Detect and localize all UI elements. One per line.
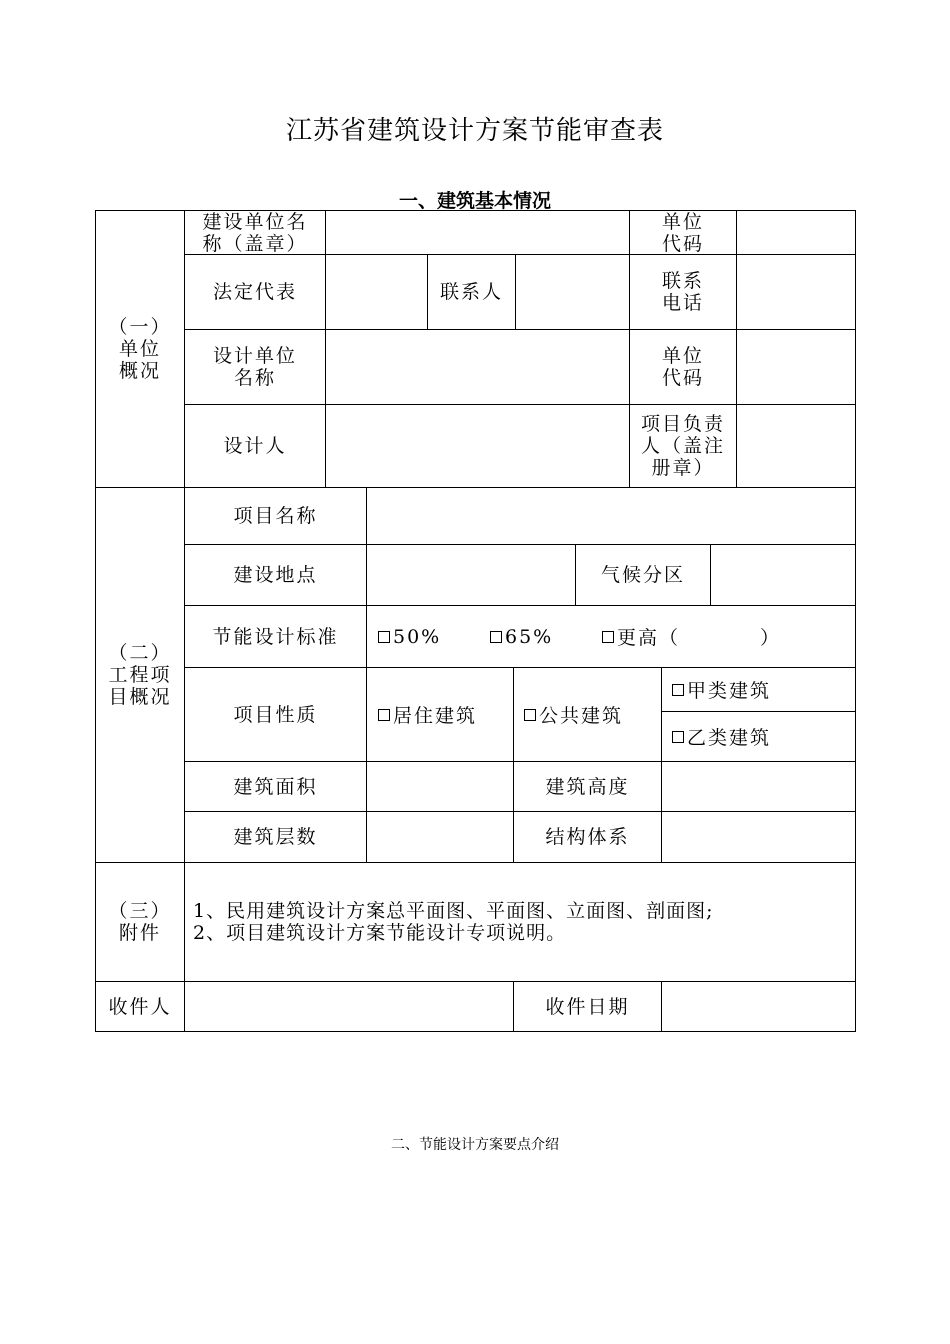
label-project-name: 项目名称 [233,505,318,527]
checkbox-standard-50-label: 50% [393,625,442,648]
label-energy-standard: 节能设计标准 [212,625,339,648]
field-build-unit-name[interactable] [326,211,629,254]
checkbox-class-a-label: 甲类建筑 [687,680,772,702]
group-label-unit-line2: 单位 [118,338,161,360]
label-unit-code-a [630,211,736,254]
label-receiver: 收件人 [108,995,172,1018]
label-legal-rep: 法定代表 [212,281,297,303]
label-building-area: 建筑面积 [233,775,318,798]
section-heading-key-points: 二、节能设计方案要点介绍 [391,1137,559,1153]
checkbox-public-label: 公共建筑 [539,705,624,727]
attachment-item-2: 2、项目建筑设计方案节能设计专项说明。 [193,922,567,944]
field-location[interactable] [367,545,575,605]
group-label-project [96,488,184,862]
checkbox-residential[interactable] [378,668,477,761]
field-building-area[interactable] [367,762,513,811]
label-build-unit-line2: 称（盖章） [202,233,308,255]
checkbox-icon [602,631,614,643]
label-design-unit [185,330,325,404]
label-contact-person: 联系人 [439,281,503,303]
label-project-nature: 项目性质 [233,703,318,726]
label-building-floors: 建筑层数 [233,826,318,848]
label-contact-phone-line1: 联系 [661,270,704,292]
field-contact-phone[interactable] [737,255,855,329]
label-project-manager-line2: 人（盖注 [640,435,725,457]
label-climate-zone: 气候分区 [600,564,685,586]
group-label-unit-line3: 概况 [118,360,161,382]
attachment-item-1: 1、民用建筑设计方案总平面图、平面图、立面图、剖面图; [193,900,714,922]
group-label-project-line1: （二） [108,642,172,664]
checkbox-icon [378,709,390,721]
field-unit-code-b[interactable] [737,330,855,404]
label-contact-phone-line2: 电话 [661,292,704,314]
field-building-floors[interactable] [367,812,513,862]
label-building-height: 建筑高度 [545,775,630,798]
group-label-unit-line1: （一） [108,316,172,338]
label-project-manager-line1: 项目负责 [640,413,725,435]
group-label-attachments [96,863,184,981]
field-structure-system[interactable] [662,812,855,862]
attachments-list [193,900,714,944]
field-project-manager[interactable] [737,405,855,487]
field-legal-rep[interactable] [326,255,427,329]
page-title: 江苏省建筑设计方案节能审查表 [285,116,664,146]
checkbox-public[interactable] [524,668,623,761]
group-label-attachments-line2: 附件 [118,922,161,944]
checkbox-standard-65[interactable] [490,606,553,667]
label-unit-code-a-line2: 代码 [661,232,704,255]
label-design-unit-line1: 设计单位 [212,345,297,367]
field-project-name[interactable] [367,488,855,544]
checkbox-standard-higher-label: 更高（ [617,627,681,649]
checkbox-class-a[interactable] [672,668,771,711]
label-project-manager-line3: 册章） [651,457,715,479]
label-location: 建设地点 [233,564,318,586]
label-unit-code-b [630,330,736,404]
checkbox-icon [524,709,536,721]
label-unit-code-a-line1: 单位 [661,210,704,233]
label-receive-date: 收件日期 [545,995,630,1018]
field-contact-person[interactable] [516,255,629,329]
label-structure-system: 结构体系 [545,826,630,848]
checkbox-icon [672,731,684,743]
checkbox-standard-higher[interactable] [602,606,680,667]
field-climate-zone[interactable] [711,545,855,605]
field-receiver[interactable] [185,982,513,1031]
label-unit-code-b-line1: 单位 [661,345,704,367]
field-design-unit-name[interactable] [326,330,629,404]
checkbox-icon [672,684,684,696]
checkbox-standard-65-label: 65% [505,625,554,648]
standard-higher-close-paren [760,606,781,667]
label-unit-code-b-line2: 代码 [661,367,704,389]
checkbox-standard-50[interactable] [378,606,441,667]
field-designer[interactable] [326,405,629,487]
group-label-project-line2: 工程项 [108,664,172,686]
label-build-unit [185,211,325,254]
group-label-unit [96,211,184,487]
field-building-height[interactable] [662,762,855,811]
label-contact-phone [630,255,736,329]
section-heading-basic-info: 一、建筑基本情况 [398,190,551,212]
field-unit-code-a[interactable] [737,211,855,254]
field-receive-date[interactable] [662,982,855,1031]
checkbox-icon [378,631,390,643]
label-project-manager [630,405,736,487]
checkbox-class-b-label: 乙类建筑 [687,727,772,749]
group-label-attachments-line1: （三） [108,900,172,922]
checkbox-class-b[interactable] [672,712,771,761]
group-label-project-line3: 目概况 [108,686,172,708]
label-designer: 设计人 [223,435,287,457]
standard-higher-close-paren-text: ） [760,627,782,649]
checkbox-icon [490,631,502,643]
label-design-unit-line2: 名称 [233,367,276,389]
checkbox-residential-label: 居住建筑 [393,705,478,727]
label-build-unit-line1: 建设单位名 [202,211,308,233]
